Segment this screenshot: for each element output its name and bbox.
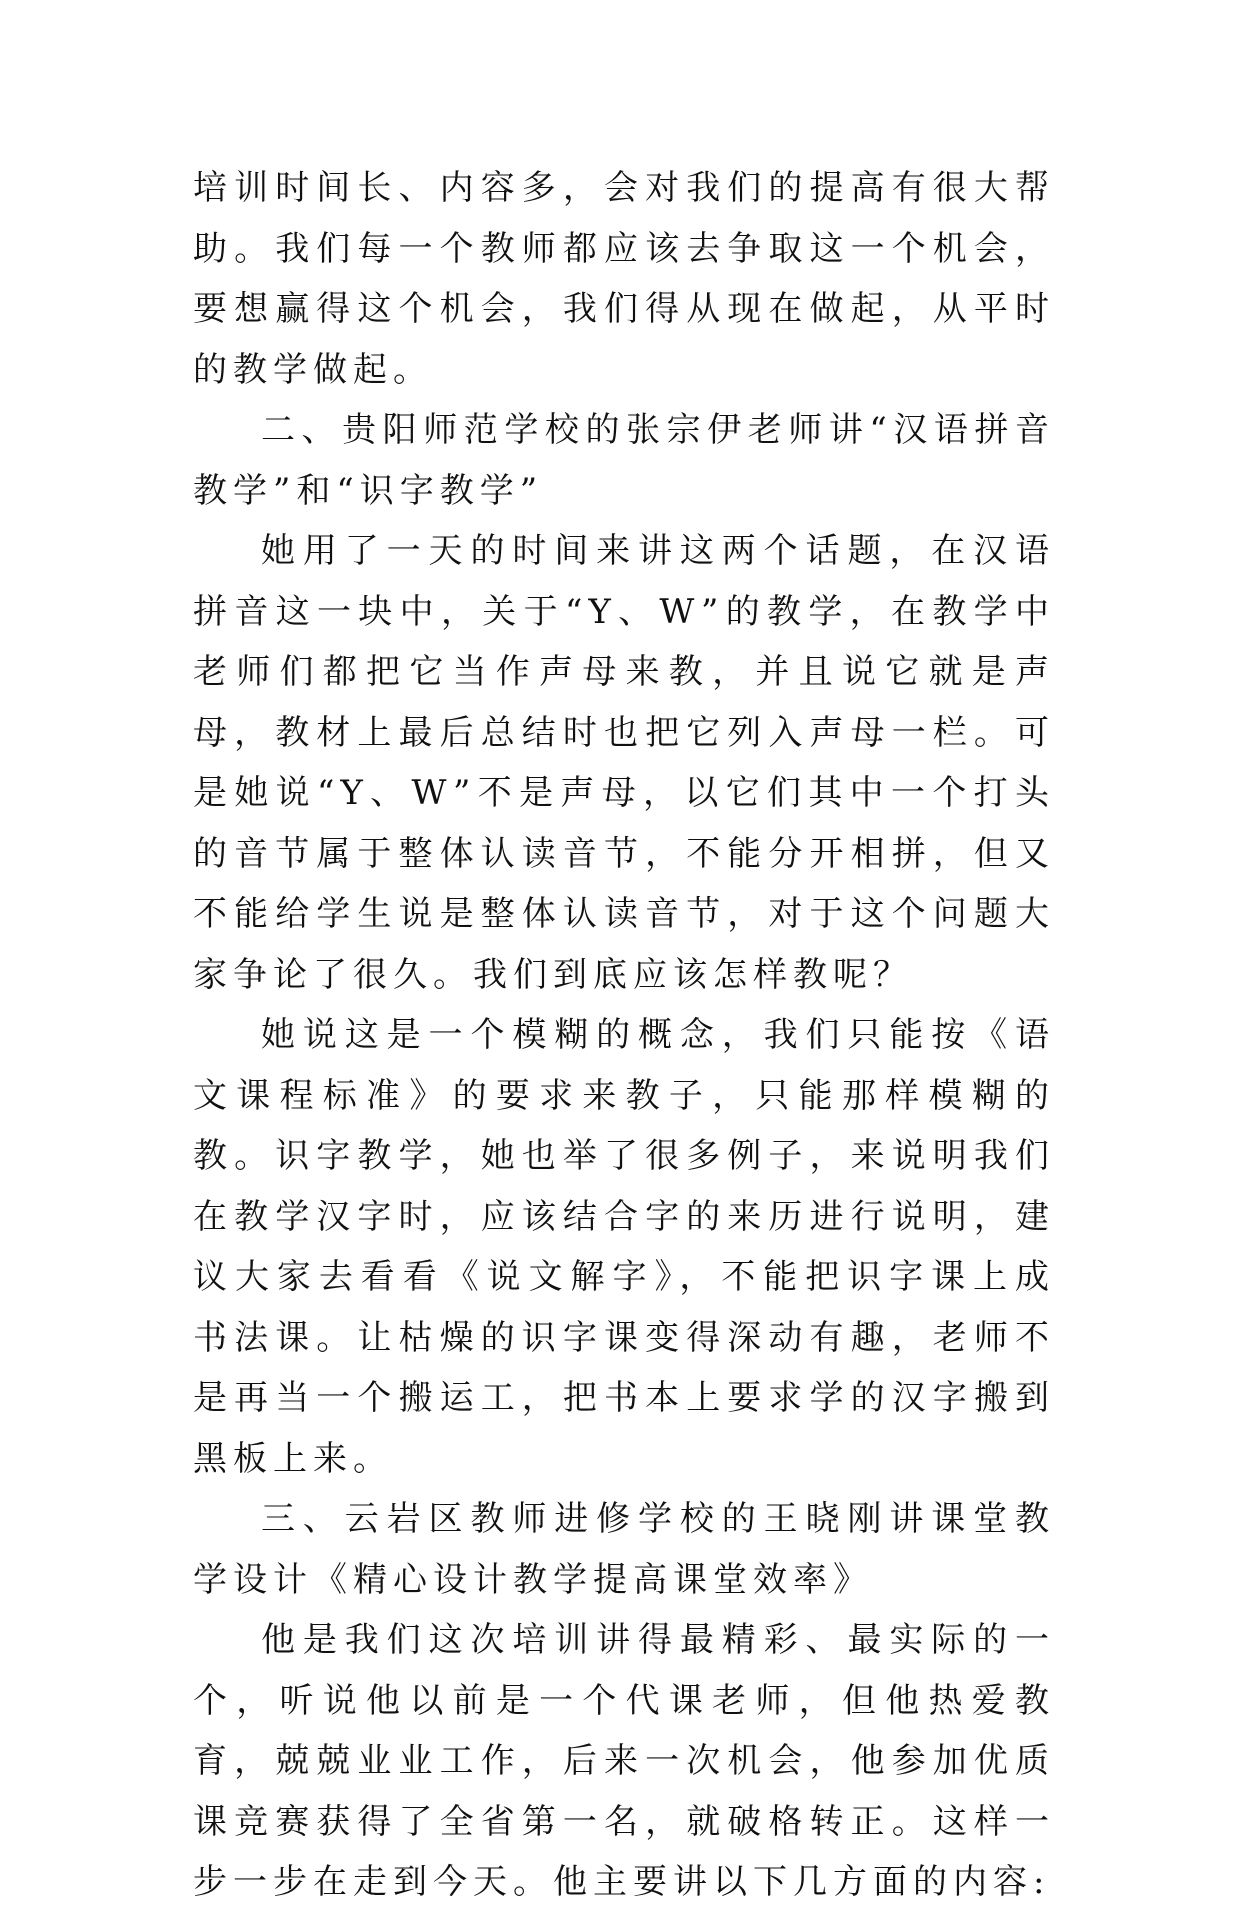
document-body <box>193 158 1055 1913</box>
paragraph-4: 她说这是一个模糊的概念，我们只能按《语文课程标准》的要求来教子，只能那样模糊的教。识字教学，她也举了很多例子，来说明我们在教学汉字时，应该结合字的来历进行说明，建议大家去看看《说文解字》，不能把识字课上成书法课。让枯燥的识字课变得深动有趣，老师不是再当一个搬运工，把书本上要求学的汉字搬到黑板上来。 <box>193 1015 1055 1479</box>
section-heading-3: 三、云岩区教师进修学校的王晓刚讲课堂教学设计《精心设计教学提高课堂效率》 <box>193 1499 1055 1600</box>
paragraph-3: 她用了一天的时间来讲这两个话题，在汉语拼音这一块中，关于“Y、W”的教学，在教学中老师们都把它当作声母来教，并且说它就是声母，教材上最后总结时也把它列入声母一栏。可是她说“Y、W”不是声母，以它们其中一个打头的音节属于整体认读音节，不能分开相拼，但又不能给学生说是整体认读音节，对于这个问题大家争论了很久。我们到底应该怎样教呢？ <box>193 531 1055 995</box>
paragraph-6: 他是我们这次培训讲得最精彩、最实际的一个，听说他以前是一个代课老师，但他热爱教育，兢兢业业工作，后来一次机会，他参加优质课竞赛获得了全省第一名，就破格转正。这样一步一步在走到今天。他主要讲以下几方面的内容: <box>193 1620 1055 1902</box>
paragraph-1: 培训时间长、内容多，会对我们的提高有很大帮助。我们每一个教师都应该去争取这一个机会，要想赢得这个机会，我们得从现在做起，从平时的教学做起。 <box>193 168 1055 390</box>
section-heading-2: 二、贵阳师范学校的张宗伊老师讲“汉语拼音教学”和“识字教学” <box>193 410 1055 511</box>
